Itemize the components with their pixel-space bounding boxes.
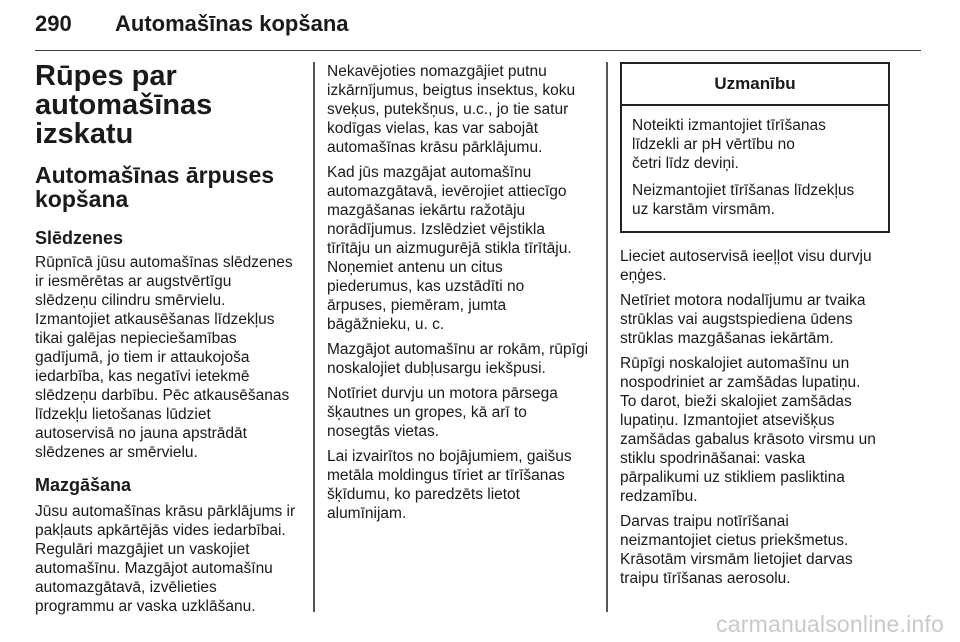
page-header (35, 6, 921, 51)
paragraph-door-hinges: Lieciet autoservisā ieeļļot visu durvju eņģes. (620, 248, 872, 284)
subsection-title: Automašīnas ārpuses kopšana (35, 162, 275, 212)
heading-washing: Mazgāšana (35, 475, 132, 495)
paragraph-car-wash: Kad jūs mazgājat automašīnu automazgātavā, ievērojiet attiecīgo mazgāšanas iekārtu ražotāju norādījumus. Izslēdziet vējstikla tīrītāju un aizmugurējā stikla tīrītāju. Noņemiet antenu un citus piederumus, kas uzstādīti no ārpuses, piemēram, jumta bāgāžnieku, u. c. (327, 164, 572, 333)
section-title: Rūpes par automašīnas izskatu (35, 60, 213, 150)
watermark: carmanualsonline.info (716, 611, 944, 637)
caution-paragraph-hot-surfaces: Neizmantojiet tīrīšanas līdzekļus uz karstām virsmām. (632, 182, 855, 218)
heading-locks: Slēdzenes (35, 228, 124, 248)
paragraph-door-edges: Notīriet durvju un motora pārsega šķautnes un gropes, kā arī to nosegtās vietas. (327, 385, 558, 440)
paragraph-bird-droppings: Nekavējoties nomazgājiet putnu izkārnījumus, beigtus insektus, koku sveķus, putekšņus, u.c., jo tie satur kodīgas vielas, kas var sabojāt automašīnas krāsu pārklājumu. (327, 63, 576, 156)
caution-paragraph-ph: Noteikti izmantojiet tīrīšanas līdzekli ar pH vērtību no četri līdz deviņi. (632, 117, 826, 172)
column-divider-2 (606, 62, 608, 612)
page-number: 290 (35, 11, 72, 36)
caution-title: Uzmanību (622, 64, 888, 106)
column-divider-1 (313, 62, 315, 612)
paragraph-hand-wash: Mazgājot automašīnu ar rokām, rūpīgi noskalojiet dubļusargu iekšpusi. (327, 341, 589, 377)
paragraph-engine-compartment: Netīriet motora nodalījumu ar tvaika strūklas vai augstspiediena ūdens strūklas mazgāšanas iekārtām. (620, 292, 866, 347)
caution-body (622, 106, 888, 231)
column-1 (35, 62, 301, 622)
paragraph-washing: Jūsu automašīnas krāsu pārklājums ir pakļauts apkārtējās vides iedarbībai. Regulāri mazgājiet un vaskojiet automašīnu. Mazgājot automašīnu automazgātavā, izvēlieties programmu ar vaska uzklāšanu. (35, 503, 296, 615)
paragraph-rinse-polish: Rūpīgi noskalojiet automašīnu un nospodriniet ar zamšādas lupatiņu. To darot, bieži skalojiet zamšādas lupatiņu. Izmantojiet atsevišķus zamšādas gabalus krāsoto virsmu un stiklu spodrināšanai: vaska pārpalikumi uz stikliem pasliktina redzamību. (620, 355, 876, 505)
column-3 (620, 62, 890, 594)
running-title: Automašīnas kopšana (115, 11, 349, 36)
paragraph-metal-moldings: Lai izvairītos no bojājumiem, gaišus metāla moldingus tīriet ar tīrīšanas šķīdumu, ko paredzēts lietot alumīnijam. (327, 448, 572, 522)
paragraph-locks: Rūpnīcā jūsu automašīnas slēdzenes ir iesmērētas ar augstvērtīgu slēdzeņu cilindru smērvielu. Izmantojiet atkausēšanas līdzekļus tikai galējas nepieciešamības gadījumā, jo tiem ir attaukojoša iedarbība, kas negatīvi ietekmē slēdzeņu darbību. Pēc atkausēšanas līdzekļu lietošanas lūdziet autoservisā no jauna apstrādāt slēdzenes ar smērvielu. (35, 254, 293, 461)
caution-box (620, 62, 890, 233)
paragraph-tar-stains: Darvas traipu notīrīšanai neizmantojiet cietus priekšmetus. Krāsotām virsmām lietojiet darvas traipu tīrīšanas aerosolu. (620, 513, 853, 587)
column-2 (327, 62, 593, 529)
